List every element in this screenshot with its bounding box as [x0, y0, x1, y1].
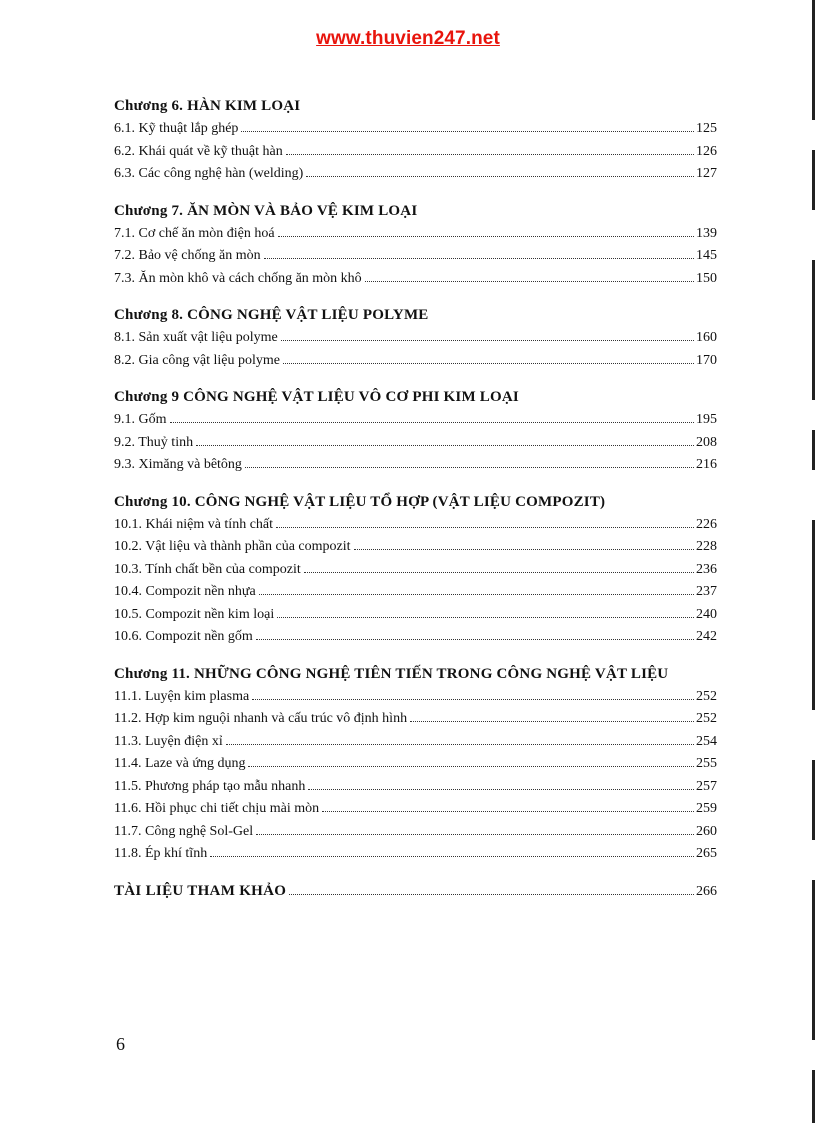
- toc-entry: [114, 798, 717, 821]
- dot-leader: [410, 721, 694, 722]
- chapter-title: Chương 6. HÀN KIM LOẠI: [114, 98, 301, 114]
- toc-entry-label: 6.2. Khái quát về kỹ thuật hàn: [114, 143, 283, 159]
- toc-entry: [114, 409, 717, 432]
- toc-entry-label: 11.8. Ép khí tĩnh: [114, 846, 208, 861]
- dot-leader: [170, 422, 695, 423]
- dot-leader: [354, 549, 694, 550]
- toc-entry-page: 242: [696, 629, 717, 644]
- toc-entry: [114, 753, 717, 776]
- toc-entry-label: 8.2. Gia công vật liệu polyme: [114, 352, 281, 368]
- toc-entry-page: 255: [696, 756, 717, 771]
- toc-entry: [114, 731, 717, 754]
- dot-leader: [264, 258, 694, 259]
- toc-entry: [114, 843, 717, 866]
- toc-entry-page: 237: [696, 584, 717, 599]
- toc-entry-label: 9.1. Gốm: [114, 412, 167, 427]
- chapter-title: Chương 9 CÔNG NGHỆ VẬT LIỆU VÔ CƠ PHI KIM LOẠI: [114, 389, 519, 405]
- chapter-title: Chương 11. NHỮNG CÔNG NGHỆ TIÊN TIẾN TRONG CÔNG NGHỆ VẬT LIỆU: [114, 665, 669, 682]
- toc-entry: [114, 141, 717, 164]
- dot-leader: [322, 811, 694, 812]
- toc-entry-page: 257: [696, 778, 717, 794]
- watermark-link[interactable]: www.thuvien247.net: [316, 28, 500, 49]
- toc-entry-label: 11.4. Laze và ứng dụng: [114, 756, 246, 771]
- toc-entry-label: 11.1. Luyện kim plasma: [114, 688, 250, 704]
- toc-entry: [114, 626, 717, 649]
- dot-leader: [304, 572, 694, 573]
- dot-leader: [277, 617, 694, 618]
- toc-entry-label: 7.1. Cơ chế ăn mòn điện hoá: [114, 225, 275, 241]
- toc-entry-label: 7.2. Bảo vệ chống ăn mòn: [114, 248, 261, 263]
- chapter-list: [114, 95, 717, 866]
- toc-entry-page: 252: [696, 711, 717, 726]
- toc-entry: [114, 514, 717, 537]
- toc-entry: [114, 581, 717, 604]
- toc-entry-label: 10.2. Vật liệu và thành phần của compozit: [114, 539, 351, 554]
- toc-entry-page: 126: [696, 143, 717, 159]
- chapter-block: [114, 491, 717, 649]
- dot-leader: [256, 639, 694, 640]
- toc-entry-page: 208: [696, 434, 717, 450]
- dot-leader: [278, 236, 694, 237]
- toc-entry-label: 11.7. Công nghệ Sol-Gel: [114, 823, 254, 839]
- toc-entry-label: 10.3. Tính chất bền của compozit: [114, 561, 301, 577]
- toc-entry: [114, 223, 717, 246]
- dot-leader: [281, 340, 694, 341]
- toc-entry-page: 265: [696, 846, 717, 861]
- references-page: 266: [696, 883, 717, 899]
- chapter-block: [114, 386, 717, 477]
- chapter-block: [114, 200, 717, 291]
- toc-entry-label: 10.5. Compozit nền kim loại: [114, 606, 275, 622]
- toc-entry-label: 10.6. Compozit nền gốm: [114, 629, 253, 644]
- chapter-title: Chương 10. CÔNG NGHỆ VẬT LIỆU TỔ HỢP (VẬT LIỆU COMPOZIT): [114, 493, 606, 510]
- dot-leader: [308, 789, 694, 790]
- toc-entry-page: 139: [696, 225, 717, 241]
- toc-entry-page: 160: [696, 330, 717, 345]
- dot-leader: [259, 594, 694, 595]
- toc-entry-label: 9.3. Ximăng và bêtông: [114, 457, 242, 472]
- references-label: TÀI LIỆU THAM KHẢO: [114, 882, 287, 899]
- toc-entry: [114, 350, 717, 373]
- toc-entry-page: 240: [696, 606, 717, 622]
- toc-entry: [114, 821, 717, 844]
- toc-entry-label: 11.2. Hợp kim nguội nhanh và cấu trúc vô định hình: [114, 711, 408, 726]
- dot-leader: [306, 176, 694, 177]
- table-of-contents: [114, 95, 717, 903]
- scan-edge-mark: [812, 0, 816, 1123]
- dot-leader: [256, 834, 694, 835]
- toc-entry-page: 236: [696, 561, 717, 577]
- toc-entry: [114, 163, 717, 186]
- chapter-block: [114, 304, 717, 372]
- dot-leader: [283, 363, 694, 364]
- toc-entry-label: 11.6. Hồi phục chi tiết chịu mài mòn: [114, 801, 320, 816]
- dot-leader: [210, 856, 694, 857]
- page-number: 6: [116, 1034, 125, 1054]
- toc-entry-page: 259: [696, 801, 717, 816]
- chapter-block: [114, 663, 717, 866]
- toc-entry-label: 9.2. Thuỷ tinh: [114, 434, 194, 450]
- toc-entry-page: 127: [696, 166, 717, 181]
- toc-entry: [114, 536, 717, 559]
- dot-leader: [289, 894, 694, 895]
- toc-entry-page: 252: [696, 688, 717, 704]
- toc-entry-page: 170: [696, 352, 717, 368]
- toc-entry-label: 11.3. Luyện điện xỉ: [114, 733, 223, 749]
- toc-entry-page: 125: [696, 121, 717, 136]
- toc-entry: [114, 118, 717, 141]
- dot-leader: [241, 131, 694, 132]
- dot-leader: [286, 154, 694, 155]
- toc-entry: [114, 559, 717, 582]
- toc-entry-page: 216: [696, 457, 717, 472]
- chapter-block: [114, 95, 717, 186]
- chapter-title: Chương 8. CÔNG NGHỆ VẬT LIỆU POLYME: [114, 307, 429, 323]
- toc-entry: [114, 776, 717, 799]
- toc-entry: [114, 245, 717, 268]
- toc-entry-page: 228: [696, 539, 717, 554]
- toc-entry-page: 150: [696, 270, 717, 286]
- references-entry: [114, 880, 717, 904]
- toc-entry-label: 6.3. Các công nghệ hàn (welding): [114, 166, 304, 181]
- toc-entry-page: 195: [696, 412, 717, 427]
- toc-entry-label: 10.1. Khái niệm và tính chất: [114, 516, 274, 532]
- dot-leader: [365, 281, 694, 282]
- toc-entry: [114, 708, 717, 731]
- chapter-title: Chương 7. ĂN MÒN VÀ BẢO VỆ KIM LOẠI: [114, 202, 418, 219]
- toc-entry-label: 7.3. Ăn mòn khô và cách chống ăn mòn khô: [114, 270, 362, 286]
- toc-entry-label: 11.5. Phương pháp tạo mẫu nhanh: [114, 778, 306, 794]
- toc-entry-label: 10.4. Compozit nền nhựa: [114, 584, 256, 599]
- toc-entry-page: 226: [696, 516, 717, 532]
- toc-entry: [114, 268, 717, 291]
- toc-entry-label: 8.1. Sản xuất vật liệu polyme: [114, 330, 278, 345]
- dot-leader: [196, 445, 694, 446]
- dot-leader: [245, 467, 694, 468]
- toc-entry: [114, 686, 717, 709]
- toc-entry: [114, 432, 717, 455]
- toc-entry: [114, 604, 717, 627]
- toc-entry-page: 254: [696, 733, 717, 749]
- dot-leader: [248, 766, 694, 767]
- toc-entry-page: 145: [696, 248, 717, 263]
- toc-entry-page: 260: [696, 823, 717, 839]
- dot-leader: [252, 699, 694, 700]
- dot-leader: [276, 527, 694, 528]
- toc-entry-label: 6.1. Kỹ thuật lắp ghép: [114, 121, 239, 136]
- toc-entry: [114, 327, 717, 350]
- toc-entry: [114, 454, 717, 477]
- dot-leader: [226, 744, 694, 745]
